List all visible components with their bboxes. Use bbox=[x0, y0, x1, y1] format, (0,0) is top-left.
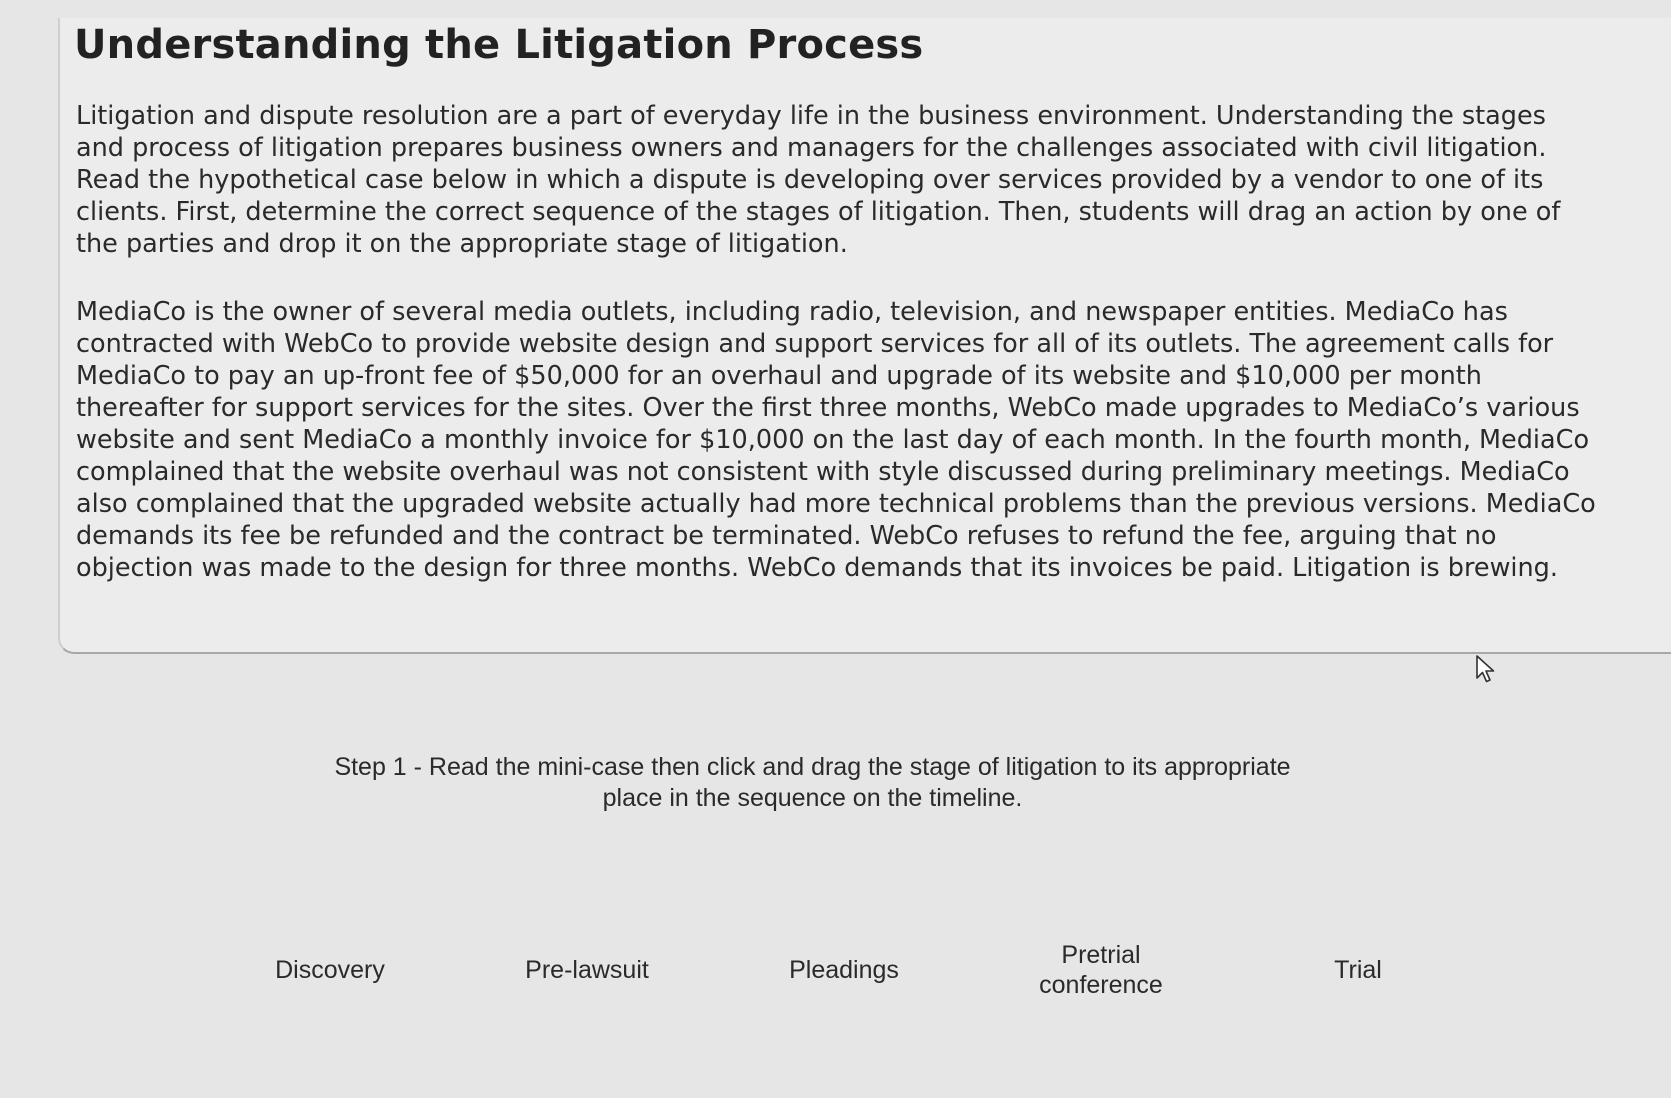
stage-card-discovery[interactable] bbox=[230, 930, 430, 1010]
instruction-line-2: place in the sequence on the timeline. bbox=[602, 784, 1023, 812]
stage-label: Discovery bbox=[275, 956, 385, 984]
stage-label: Trial bbox=[1334, 956, 1382, 984]
stage-card-pleadings[interactable] bbox=[744, 930, 944, 1010]
stage-card-row bbox=[230, 930, 1510, 1010]
stage-label: Pleadings bbox=[789, 956, 899, 984]
mouse-pointer-icon bbox=[1475, 654, 1497, 684]
stage-label: Pre-lawsuit bbox=[525, 956, 649, 984]
stage-card-pre-lawsuit[interactable] bbox=[487, 930, 687, 1010]
step-1-instruction bbox=[290, 752, 1335, 814]
stage-card-pretrial-conference[interactable] bbox=[1001, 930, 1201, 1010]
page-title: Understanding the Litigation Process bbox=[74, 22, 924, 68]
instruction-line-1: Step 1 - Read the mini-case then click and drag the stage of litigation to its appropriate bbox=[334, 753, 1291, 781]
stage-label-line-1: Pretrial bbox=[1061, 941, 1141, 969]
intro-paragraph-instructions: Litigation and dispute resolution are a part of everyday life in the business environment. Understanding the stages and process of litigation prepares business owners and managers for the challenges associated with civil litigation. Read the hypothetical case below in which a dispute is developing over services provided by a vendor to one of its clients. First, determine the correct sequence of the stages of litigation. Then, students will drag an action by one of the parties and drop it on the appropriate stage of litigation. bbox=[76, 101, 1561, 259]
intro-paragraph-case: MediaCo is the owner of several media outlets, including radio, television, and newspaper entities. MediaCo has contracted with WebCo to provide website design and support services for all of its outlets. The agreement calls for MediaCo to pay an up-front fee of $50,000 for an overhaul and upgrade of its website and $10,000 per month thereafter for support services for the sites. Over the first three months, WebCo made upgrades to MediaCo’s various website and sent MediaCo a monthly invoice for $10,000 on the last day of each month. In the fourth month, MediaCo complained that the website overhaul was not consistent with style discussed during preliminary meetings. MediaCo also complained that the upgraded website actually had more technical problems than the previous versions. MediaCo demands its fee be refunded and the contract be terminated. WebCo refuses to refund the fee, arguing that no objection was made to the design for three months. WebCo demands that its invoices be paid. Litigation is brewing. bbox=[76, 297, 1596, 583]
stage-card-trial[interactable] bbox=[1258, 930, 1458, 1010]
stage-label-line-2: conference bbox=[1039, 971, 1163, 999]
